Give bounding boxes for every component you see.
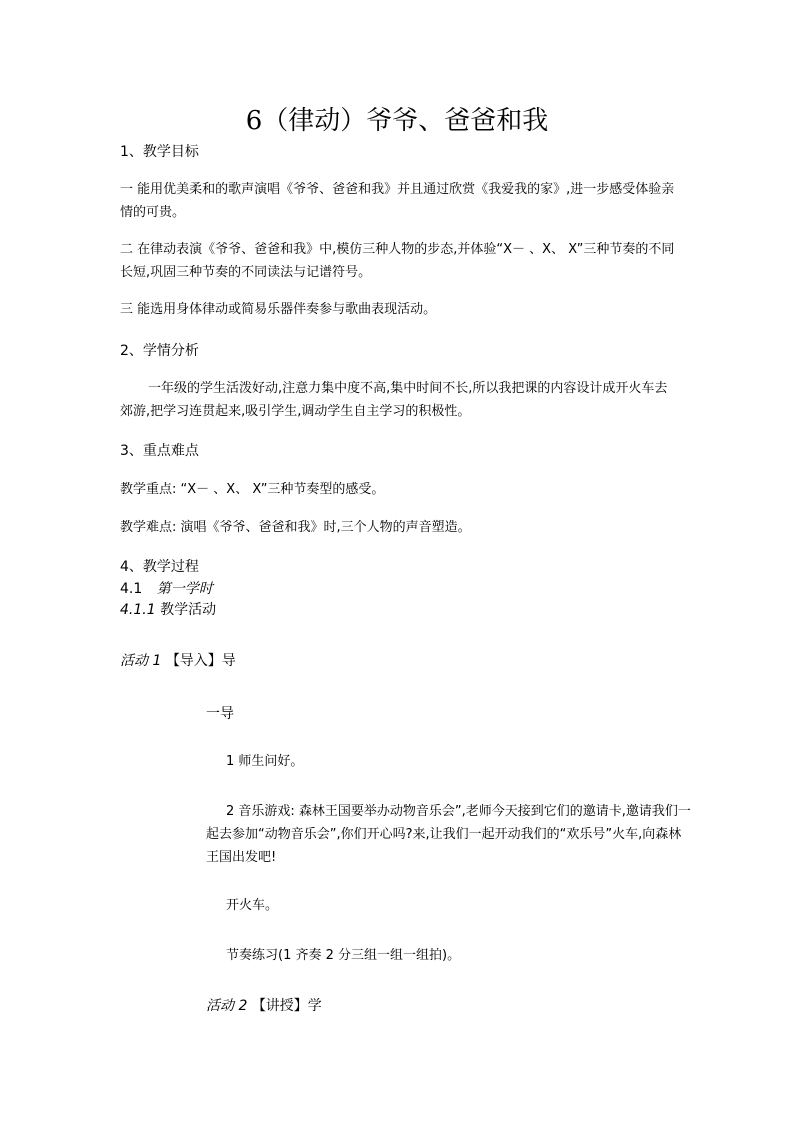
page-title: 6（律动）爷爷、爸爸和我 <box>245 106 549 136</box>
goal-item-2: 二 在律动表演《爷爷、爸爸和我》中,模仿三种人物的步态,并体验“X－ 、X、 X”三种节奏的不同长短,巩固三种节奏的不同读法与记谱符号。 <box>120 242 675 280</box>
step-2: 2 音乐游戏: 森林王国要举办动物音乐会”,老师今天接到它们的邀请卡,邀请我们一起去参加“动物音乐会”,你们开心吗?来,让我们一起开动我们的“欢乐号”火车,向森林王国出发吧! <box>206 804 691 865</box>
activity-2-heading <box>206 995 322 1015</box>
subsection-number: 4.1.1 <box>120 602 156 618</box>
step-4: 节奏练习(1 齐奏 2 分三组一组一组拍)。 <box>226 948 461 963</box>
step-1: 1 师生问好。 <box>226 754 304 769</box>
subsection-4-1 <box>120 578 213 598</box>
analysis-paragraph: 一年级的学生活泼好动,注意力集中度不高,集中时间不长,所以我把课的内容设计成开火车去郊游,把学习连贯起来,吸引学生,调动学生自主学习的积极性。 <box>120 381 668 419</box>
goal-item-1: 一 能用优美柔和的歌声演唱《爷爷、爸爸和我》并且通过欣赏《我爱我的家》,进一步感受体验亲情的可贵。 <box>120 182 675 220</box>
subsection-label: 第一学时 <box>156 581 213 597</box>
section-heading-key-points: 3、重点难点 <box>120 443 199 459</box>
goal-item-3: 三 能选用身体律动或简易乐器伴奏参与歌曲表现活动。 <box>120 302 437 317</box>
activity-number: 活动 1 <box>120 653 162 669</box>
key-point-text: 教学重点: “X－ 、X、 X”三种节奏型的感受。 <box>120 482 385 497</box>
activity-label: 【讲授】学 <box>251 998 322 1014</box>
subsection-4-1-1 <box>120 599 216 619</box>
intro-heading: 一导 <box>206 706 234 722</box>
activity-number: 活动 2 <box>206 998 248 1014</box>
section-heading-analysis: 2、学情分析 <box>120 343 199 359</box>
step-3: 开火车。 <box>226 898 279 913</box>
section-heading-goals: 1、教学目标 <box>120 144 199 160</box>
subsection-number: 4.1 <box>120 581 143 597</box>
difficult-point-text: 教学难点: 演唱《爷爷、爸爸和我》时,三个人物的声音塑造。 <box>120 520 471 535</box>
section-heading-process: 4、教学过程 <box>120 559 199 575</box>
subsection-label: 教学活动 <box>160 602 217 618</box>
activity-label: 【导入】导 <box>165 653 236 669</box>
activity-1-heading <box>120 650 236 670</box>
